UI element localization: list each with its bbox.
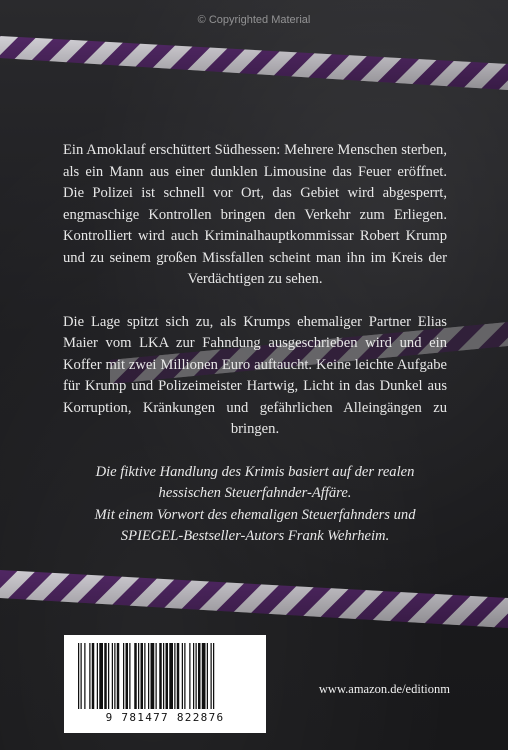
blurb-text [63,140,447,548]
copyright-watermark: © Copyrighted Material [197,14,311,26]
isbn-barcode [64,635,266,733]
barcode-bars [74,643,256,709]
italic-note-line-2: Mit einem Vorwort des ehemaligen Steuerfahnders und SPIEGEL-Bestseller-Autors Frank Wehrheim. [94,506,416,544]
italic-note [63,462,447,548]
italic-note-line-1: Die fiktive Handlung des Krimis basiert auf der realen hessischen Steuerfahnder-Affäre. [95,463,415,501]
police-tape-bottom [0,570,508,628]
blurb-paragraph-2: Die Lage spitzt sich zu, als Krumps ehemaliger Partner Elias Maier vom LKA zur Fahndung ausgeschrieben wird und ein Koffer mit zwei Millionen Euro auftaucht. Keine leichte Aufgabe für Krump und Polizeimeister Hartwig, Licht in das Dunkel aus Korruption, Kränkungen und gefährlichen Alleingängen zu bringen. [63,313,447,437]
blurb-paragraph-1: Ein Amoklauf erschüttert Südhessen: Mehrere Menschen sterben, als ein Mann aus einer dunklen Limousine das Feuer eröffnet. Die Polizei ist schnell vor Ort, das Gebiet wird abgesperrt, engmaschige Kontrollen bringen den Verkehr zum Erliegen. Kontrolliert wird auch Kriminalhauptkommissar Robert Krump und zu seinem großen Missfallen scheint man ihn im Kreis der Verdächtigen zu sehen. [63,142,447,287]
police-tape-top [0,36,508,90]
publisher-website: www.amazon.de/editionm [318,682,450,696]
isbn-digits: 9 781477 822876 [105,711,225,724]
